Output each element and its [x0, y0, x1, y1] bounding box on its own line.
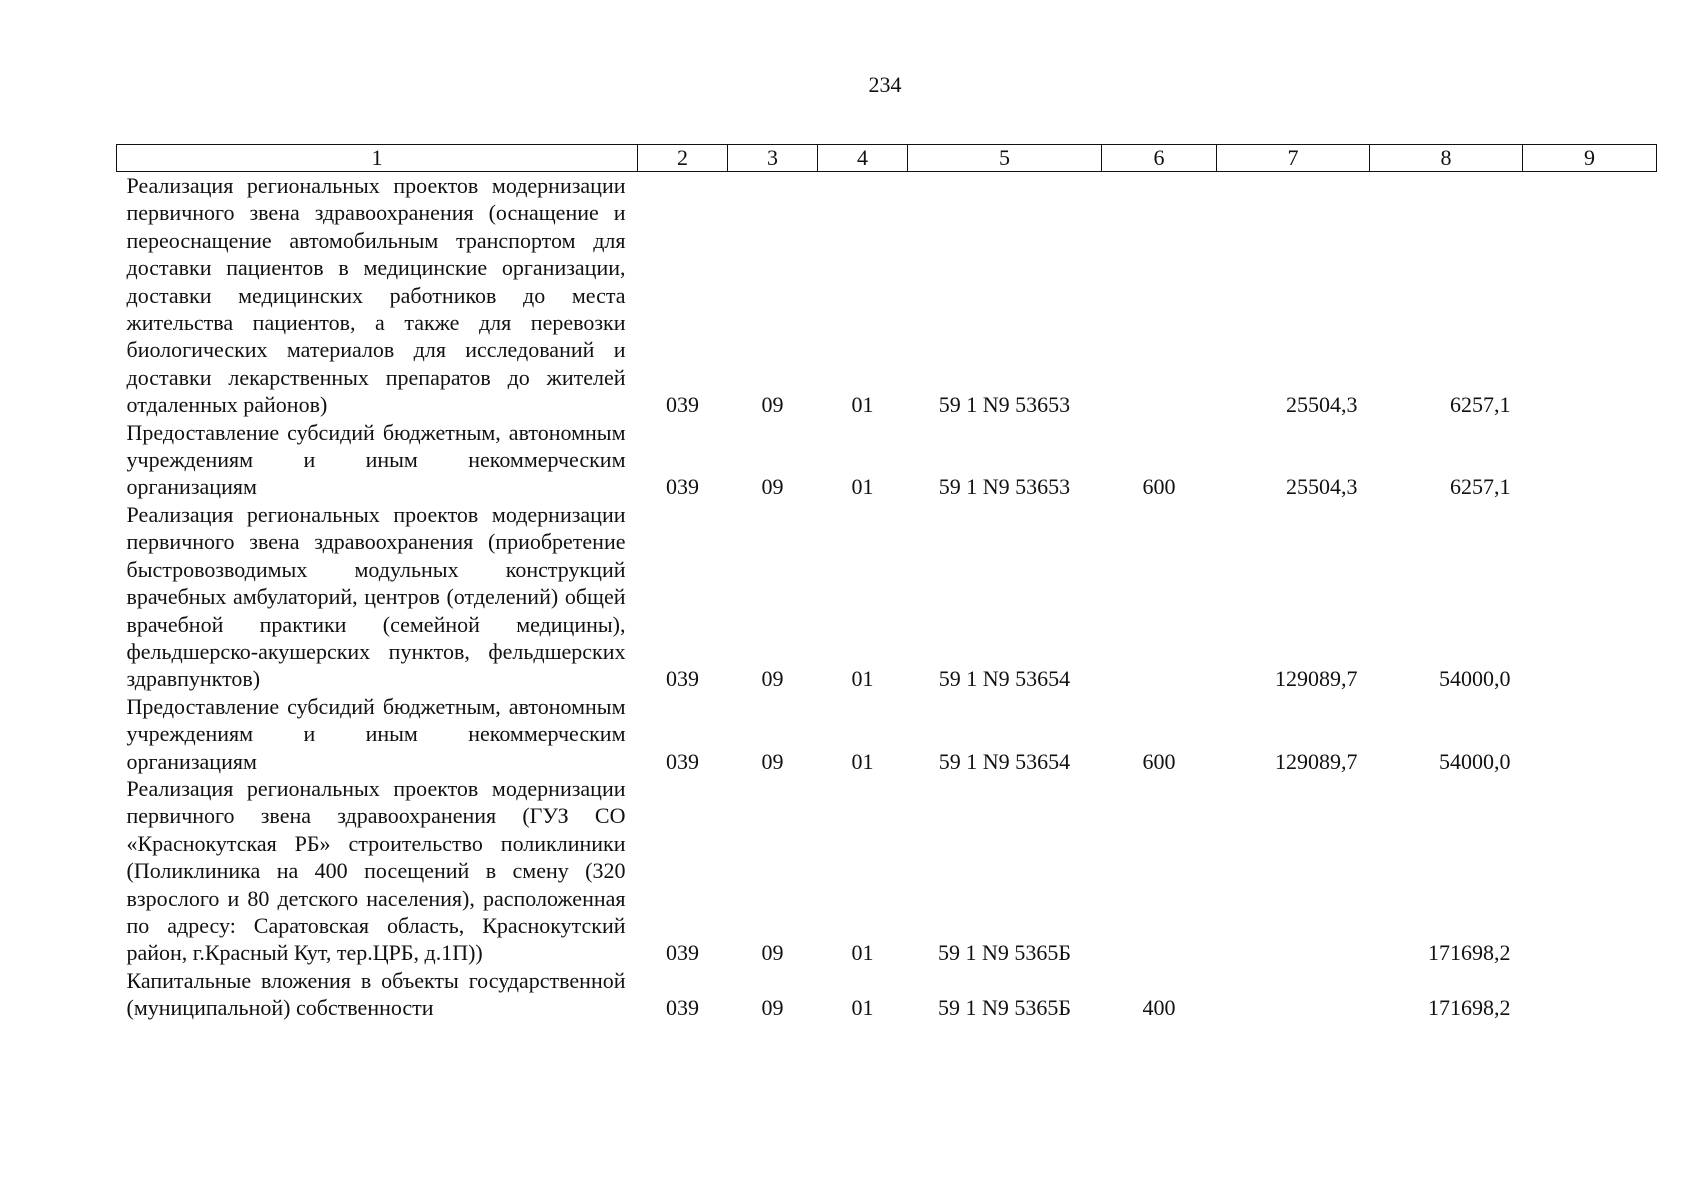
table-row: [117, 501, 1657, 693]
header-row: [117, 145, 1657, 172]
cell-col-7: [1217, 967, 1370, 1022]
table-body: [117, 172, 1657, 1022]
column-header-5: 5: [908, 145, 1102, 172]
table-row: [117, 775, 1657, 967]
cell-col-3: 09: [761, 748, 784, 774]
cell-description: [117, 172, 638, 419]
description-text: Реализация региональных проектов модернизации первичного звена здравоохранения (оснащение и переоснащение автомобильным транспортом для доставки пациентов в медицинские организации, доставки медицинских работников до места жительства пациентов, а также для перевозки биологических материалов для исследований и доставки лекарственных препаратов до жителей отдаленных районов): [126, 173, 626, 418]
cell-col-5: 59 1 N9 53654: [938, 666, 1071, 692]
cell-description: [117, 775, 638, 967]
cell-col-9: [1523, 775, 1657, 967]
cell-description: [117, 419, 638, 501]
cell-col-3: 09: [761, 940, 784, 966]
description-text: Реализация региональных проектов модернизации первичного звена здравоохранения (ГУЗ СО «Краснокутская РБ» строительство поликлиники (Поликлиника на 400 посещений в смену (320 взрослого и 80 детского населения), расположенная по адресу: Саратовская область, Краснокутский район, г.Красный Кут, тер.ЦРБ, д.1П)): [126, 775, 626, 966]
cell-col-9: [1523, 693, 1657, 775]
cell-col-2: 039: [666, 474, 699, 500]
column-header-3: 3: [728, 145, 818, 172]
cell-col-9: [1523, 967, 1657, 1022]
column-header-9: 9: [1523, 145, 1657, 172]
cell-col-2: 039: [666, 392, 699, 418]
description-text: Предоставление субсидий бюджетным, автономным учреждениям и иным некоммерческим организациям: [126, 419, 626, 500]
cell-col-9: [1523, 172, 1657, 419]
cell-col-5: 59 1 N9 53653: [938, 392, 1071, 418]
description-text: Капитальные вложения в объекты государственной (муниципальной) собственности: [126, 967, 626, 1021]
cell-col-7: [1217, 775, 1370, 967]
cell-col-3: 09: [761, 474, 784, 500]
cell-col-6: 600: [1142, 748, 1176, 774]
cell-col-6: [1102, 172, 1217, 419]
budget-table: [116, 144, 1657, 1022]
column-header-8: 8: [1370, 145, 1523, 172]
cell-col-8: 171698,2: [1428, 995, 1511, 1021]
column-header-1: 1: [117, 145, 638, 172]
cell-col-6: [1102, 775, 1217, 967]
cell-col-5: 59 1 N9 53653: [938, 474, 1071, 500]
cell-col-4: 01: [851, 666, 874, 692]
description-text: Реализация региональных проектов модернизации первичного звена здравоохранения (приобретение быстровозводимых модульных конструкций врачебных амбулаторий, центров (отделений) общей врачебной практики (семейной медицины), фельдшерско-акушерских пунктов, фельдшерских здравпунктов): [126, 501, 626, 692]
cell-col-4: 01: [851, 474, 874, 500]
cell-col-9: [1523, 501, 1657, 693]
cell-description: [117, 693, 638, 775]
cell-col-4: 01: [851, 392, 874, 418]
cell-col-5: 59 1 N9 5365Б: [937, 995, 1072, 1021]
table-row: [117, 693, 1657, 775]
table-row: [117, 172, 1657, 419]
cell-col-3: 09: [761, 392, 784, 418]
cell-col-7: 129089,7: [1275, 748, 1358, 774]
cell-col-8: 6257,1: [1450, 392, 1511, 418]
cell-col-6: [1102, 501, 1217, 693]
cell-col-4: 01: [851, 940, 874, 966]
cell-col-2: 039: [666, 940, 699, 966]
cell-col-4: 01: [851, 995, 874, 1021]
cell-col-8: 6257,1: [1450, 474, 1511, 500]
cell-col-9: [1523, 419, 1657, 501]
cell-col-3: 09: [761, 666, 784, 692]
cell-col-6: 400: [1142, 995, 1176, 1021]
cell-col-7: 25504,3: [1286, 474, 1358, 500]
page-number: 234: [868, 72, 902, 97]
cell-col-5: 59 1 N9 53654: [938, 748, 1071, 774]
cell-description: [117, 967, 638, 1022]
cell-col-3: 09: [761, 995, 784, 1021]
cell-col-4: 01: [851, 748, 874, 774]
cell-col-7: 129089,7: [1275, 666, 1358, 692]
cell-col-8: 54000,0: [1439, 666, 1511, 692]
column-header-6: 6: [1102, 145, 1217, 172]
cell-description: [117, 501, 638, 693]
column-header-2: 2: [638, 145, 728, 172]
cell-col-8: 54000,0: [1439, 748, 1511, 774]
cell-col-2: 039: [666, 666, 699, 692]
cell-col-2: 039: [666, 995, 699, 1021]
cell-col-6: 600: [1142, 474, 1176, 500]
column-header-7: 7: [1217, 145, 1370, 172]
cell-col-8: 171698,2: [1428, 940, 1511, 966]
cell-col-7: 25504,3: [1286, 392, 1358, 418]
table-row: [117, 967, 1657, 1022]
table-row: [117, 419, 1657, 501]
description-text: Предоставление субсидий бюджетным, автономным учреждениям и иным некоммерческим организациям: [126, 693, 626, 774]
cell-col-2: 039: [666, 748, 699, 774]
column-header-4: 4: [818, 145, 908, 172]
cell-col-5: 59 1 N9 5365Б: [937, 940, 1072, 966]
